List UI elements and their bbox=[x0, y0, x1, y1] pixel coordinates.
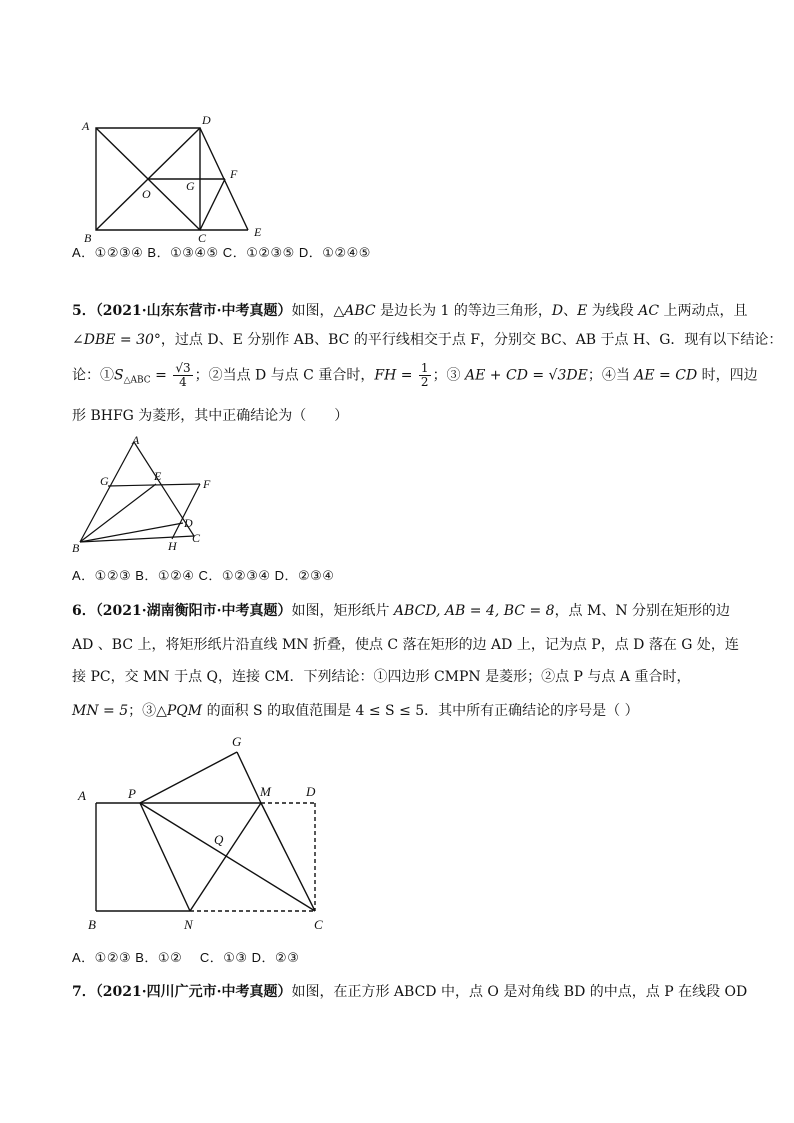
q4-figure bbox=[70, 110, 280, 250]
q5-line2: ∠DBE = 30°，过点 D、E 分别作 AB、BC 的平行线相交于点 F，分别交 BC、AB 于点 H、G．现有以下结论： bbox=[72, 332, 783, 348]
q5-line3: 论：$①S_{\triangle ABC}$ = $\frac{√3}{4}$ ；②当点 D 与点 C 重合时，FH = $\frac{1}{2}$ ；③ AE + CD = √3DE；④当 AE = CD 时，四边 bbox=[72, 361, 758, 389]
label-h: H bbox=[168, 539, 177, 553]
label-g: G bbox=[232, 734, 242, 749]
label-f: F bbox=[203, 477, 211, 491]
segment-mn bbox=[190, 803, 261, 911]
label-b: B bbox=[72, 541, 80, 555]
q6-line2: AD 、BC 上，将矩形纸片沿直线 MN 折叠，使点 C 落在矩形的边 AD 上，记为点 P，点 D 落在 G 处，连 bbox=[72, 637, 739, 653]
label-p: P bbox=[128, 786, 136, 801]
label-c: C bbox=[198, 231, 207, 245]
label-c: C bbox=[314, 917, 323, 932]
q5-options: A．①②③ B．①②④ C．①②③④ D．②③④ bbox=[72, 568, 335, 583]
label-a: A bbox=[78, 788, 86, 803]
label-b: B bbox=[84, 231, 92, 245]
q7-line1: 7．（2021·四川广元市·中考真题）如图，在正方形 ABCD 中，点 O 是对角线 BD 的中点，点 P 在线段 OD bbox=[72, 984, 748, 1000]
q6-line4: MN = 5；③△PQM 的面积 S 的取值范围是 4 ≤ S ≤ 5．其中所有正确结论的序号是（ ） bbox=[72, 703, 639, 719]
q4-options: A．①②③④ B．①③④⑤ C．①②③⑤ D．①②④⑤ bbox=[72, 245, 371, 260]
label-d: D bbox=[306, 784, 316, 799]
q5-figure bbox=[70, 432, 230, 560]
q6-options: A．①②③ B．①② C．①③ D．②③ bbox=[72, 950, 300, 965]
segment-cf bbox=[200, 179, 225, 230]
label-f: F bbox=[230, 167, 238, 181]
side-ab bbox=[80, 442, 134, 542]
segment-gm bbox=[237, 752, 261, 803]
q6-line1: 6．（2021·湖南衡阳市·中考真题）如图，矩形纸片 ABCD, AB = 4, BC = 8，点 M、N 分别在矩形的边 bbox=[72, 603, 731, 619]
segment-pg bbox=[140, 752, 237, 803]
label-e: E bbox=[254, 225, 262, 239]
label-d: D bbox=[184, 516, 193, 530]
label-m: M bbox=[260, 784, 271, 799]
q6-line3: 接 PC，交 MN 于点 Q，连接 CM．下列结论：①四边形 CMPN 是菱形；②点 P 与点 A 重合时， bbox=[72, 669, 691, 685]
label-a: A bbox=[82, 119, 90, 133]
segment-be bbox=[80, 484, 156, 542]
q6-figure bbox=[70, 730, 350, 935]
label-g: G bbox=[100, 474, 109, 488]
label-q: Q bbox=[214, 832, 224, 847]
label-d: D bbox=[202, 113, 211, 127]
label-g: G bbox=[186, 179, 195, 193]
label-o: O bbox=[142, 187, 151, 201]
label-c: C bbox=[192, 531, 201, 545]
label-a: A bbox=[132, 433, 140, 447]
label-n: N bbox=[184, 917, 193, 932]
q5-line4: 形 BHFG 为菱形，其中正确结论为（ ） bbox=[72, 408, 349, 424]
label-e: E bbox=[154, 469, 162, 483]
label-b: B bbox=[88, 917, 96, 932]
q5-line1: 5．（2021·山东东营市·中考真题）如图，△ABC 是边长为 1 的等边三角形，D、E 为线段 AC 上两动点，且 bbox=[72, 303, 748, 319]
